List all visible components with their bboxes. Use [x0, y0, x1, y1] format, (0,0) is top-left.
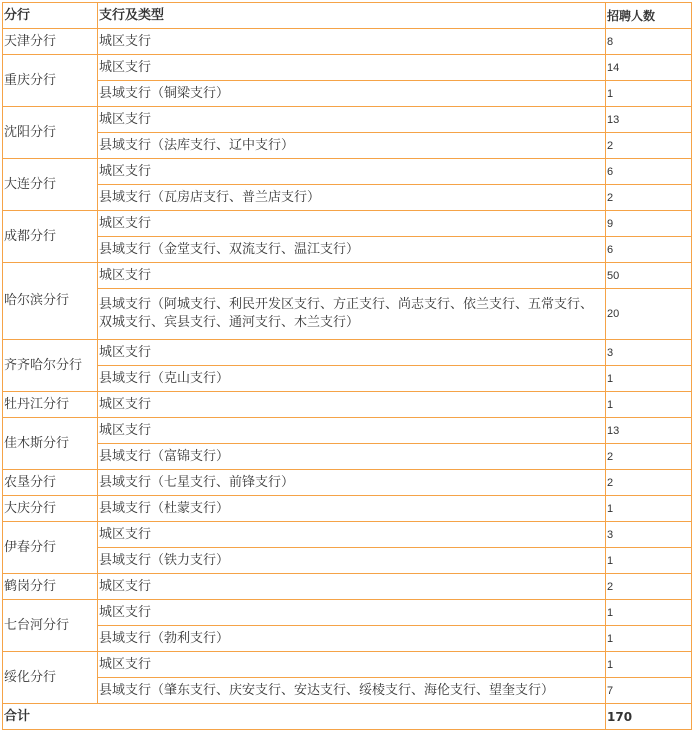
- count-cell: 2: [606, 133, 692, 159]
- count-cell: 1: [606, 652, 692, 678]
- branch-cell: 七台河分行: [3, 600, 98, 652]
- subbranch-cell: 县域支行（铁力支行）: [98, 548, 606, 574]
- branch-cell: 成都分行: [3, 211, 98, 263]
- count-cell: 2: [606, 444, 692, 470]
- table-body: [3, 3, 692, 730]
- table-row: [3, 548, 692, 574]
- branch-cell: 重庆分行: [3, 55, 98, 107]
- table-row: [3, 133, 692, 159]
- branch-cell: 佳木斯分行: [3, 418, 98, 470]
- subbranch-cell: 城区支行: [98, 522, 606, 548]
- count-cell: 1: [606, 81, 692, 107]
- count-cell: 1: [606, 496, 692, 522]
- subbranch-cell: 县域支行（铜梁支行）: [98, 81, 606, 107]
- subbranch-cell: 县域支行（肇东支行、庆安支行、安达支行、绥棱支行、海伦支行、望奎支行）: [98, 678, 606, 704]
- count-cell: 8: [606, 29, 692, 55]
- branch-cell: 大连分行: [3, 159, 98, 211]
- branch-cell: 鹤岗分行: [3, 574, 98, 600]
- table-row: [3, 159, 692, 185]
- table-row: [3, 392, 692, 418]
- subbranch-cell: 城区支行: [98, 211, 606, 237]
- table-row: [3, 366, 692, 392]
- subbranch-cell: 县域支行（法库支行、辽中支行）: [98, 133, 606, 159]
- subbranch-cell: 县域支行（富锦支行）: [98, 444, 606, 470]
- count-cell: 6: [606, 159, 692, 185]
- table-row: [3, 496, 692, 522]
- subbranch-cell: 城区支行: [98, 263, 606, 289]
- subbranch-cell: 县域支行（瓦房店支行、普兰店支行）: [98, 185, 606, 211]
- subbranch-cell: 城区支行: [98, 107, 606, 133]
- count-cell: 50: [606, 263, 692, 289]
- count-cell: 6: [606, 237, 692, 263]
- subbranch-cell: 城区支行: [98, 29, 606, 55]
- table-row: [3, 626, 692, 652]
- table-row: [3, 340, 692, 366]
- subbranch-cell: 城区支行: [98, 574, 606, 600]
- branch-cell: 齐齐哈尔分行: [3, 340, 98, 392]
- table-row: [3, 185, 692, 211]
- count-cell: 1: [606, 626, 692, 652]
- subbranch-cell: 城区支行: [98, 55, 606, 81]
- subbranch-cell: 城区支行: [98, 340, 606, 366]
- count-cell: 1: [606, 600, 692, 626]
- table-row: [3, 29, 692, 55]
- count-cell: 1: [606, 548, 692, 574]
- count-cell: 13: [606, 107, 692, 133]
- table-header-row: [3, 3, 692, 29]
- subbranch-cell: 城区支行: [98, 418, 606, 444]
- table-row: [3, 600, 692, 626]
- total-count: 170: [606, 704, 692, 730]
- recruitment-table: [2, 2, 692, 730]
- count-cell: 20: [606, 289, 692, 340]
- count-cell: 2: [606, 470, 692, 496]
- header-branch: 分行: [3, 3, 98, 29]
- subbranch-cell: 县域支行（金堂支行、双流支行、温江支行）: [98, 237, 606, 263]
- branch-cell: 绥化分行: [3, 652, 98, 704]
- subbranch-cell: 县域支行（勃利支行）: [98, 626, 606, 652]
- count-cell: 3: [606, 340, 692, 366]
- count-cell: 2: [606, 574, 692, 600]
- branch-cell: 天津分行: [3, 29, 98, 55]
- table-row: [3, 55, 692, 81]
- table-row: [3, 81, 692, 107]
- header-hire-count: 招聘人数: [606, 3, 692, 29]
- branch-cell: 伊春分行: [3, 522, 98, 574]
- count-cell: 9: [606, 211, 692, 237]
- branch-cell: 牡丹江分行: [3, 392, 98, 418]
- branch-cell: 大庆分行: [3, 496, 98, 522]
- subbranch-cell: 县域支行（七星支行、前锋支行）: [98, 470, 606, 496]
- table-row: [3, 418, 692, 444]
- total-row: [3, 704, 692, 730]
- subbranch-cell: 县域支行（杜蒙支行）: [98, 496, 606, 522]
- count-cell: 2: [606, 185, 692, 211]
- table-row: [3, 237, 692, 263]
- branch-cell: 沈阳分行: [3, 107, 98, 159]
- branch-cell: 哈尔滨分行: [3, 263, 98, 340]
- branch-cell: 农垦分行: [3, 470, 98, 496]
- count-cell: 1: [606, 392, 692, 418]
- table-row: [3, 678, 692, 704]
- table-row: [3, 107, 692, 133]
- table-row: [3, 289, 692, 340]
- subbranch-cell: 城区支行: [98, 392, 606, 418]
- count-cell: 14: [606, 55, 692, 81]
- subbranch-cell: 县域支行（阿城支行、利民开发区支行、方正支行、尚志支行、依兰支行、五常支行、双城支行、宾县支行、通河支行、木兰支行）: [98, 289, 606, 340]
- count-cell: 13: [606, 418, 692, 444]
- count-cell: 7: [606, 678, 692, 704]
- subbranch-cell: 城区支行: [98, 159, 606, 185]
- subbranch-cell: 城区支行: [98, 600, 606, 626]
- count-cell: 1: [606, 366, 692, 392]
- table-row: [3, 263, 692, 289]
- table-row: [3, 574, 692, 600]
- count-cell: 3: [606, 522, 692, 548]
- subbranch-cell: 县域支行（克山支行）: [98, 366, 606, 392]
- total-label: 合计: [3, 704, 606, 730]
- header-subbranch-type: 支行及类型: [98, 3, 606, 29]
- table-row: [3, 470, 692, 496]
- table-row: [3, 522, 692, 548]
- table-row: [3, 211, 692, 237]
- table-row: [3, 444, 692, 470]
- subbranch-cell: 城区支行: [98, 652, 606, 678]
- table-row: [3, 652, 692, 678]
